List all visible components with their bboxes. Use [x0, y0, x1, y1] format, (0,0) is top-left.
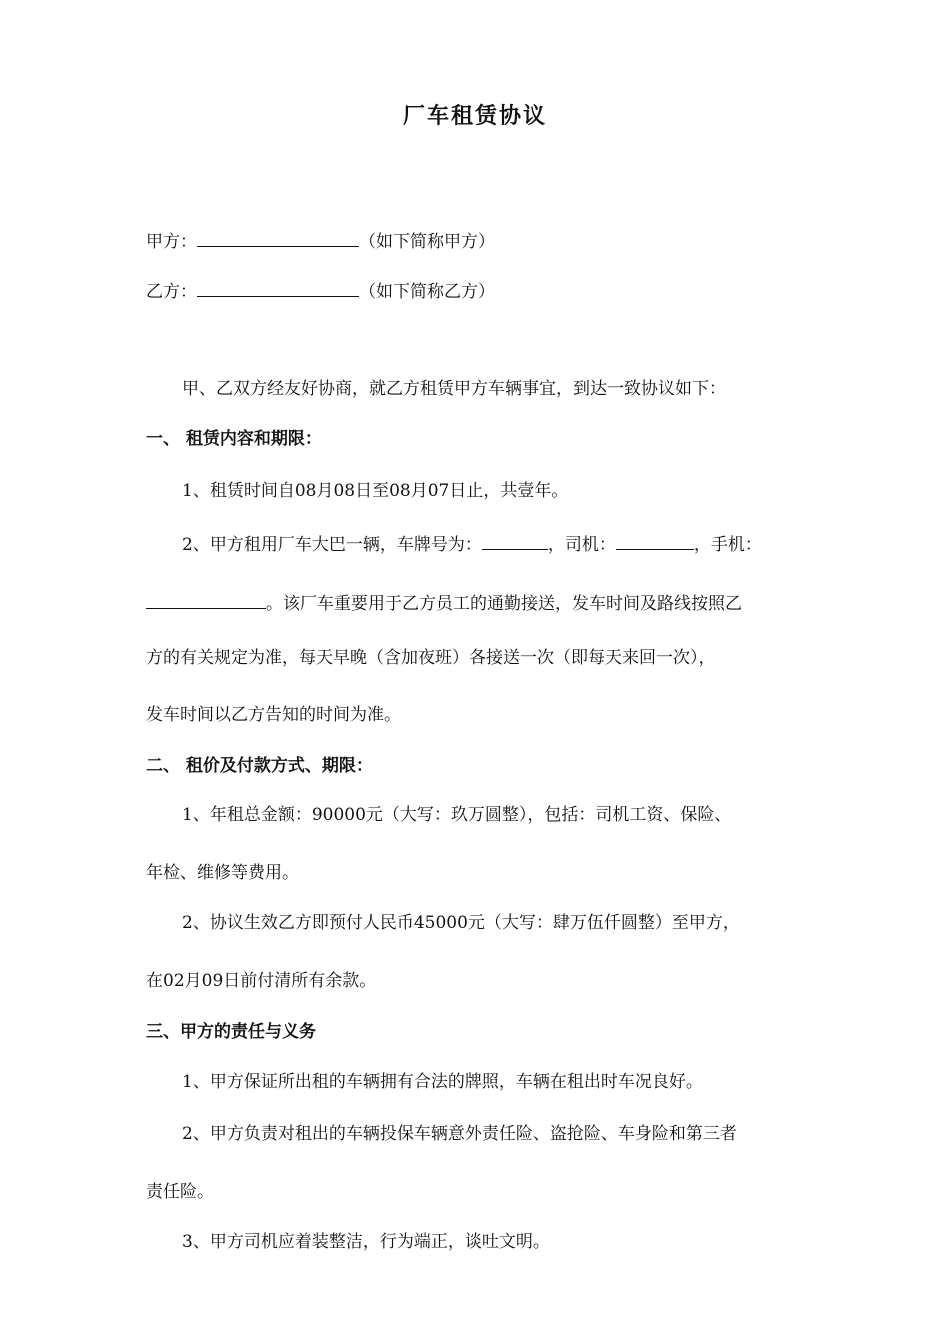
section-2-item-1-line-1: 1、年租总金额：90000元（大写：玖万圆整），包括：司机工资、保险、 — [182, 805, 732, 825]
plate-label: 2、甲方租用厂车大巴一辆，车牌号为： — [182, 535, 482, 555]
party-b-line — [146, 276, 495, 304]
section-3-item-3: 3、甲方司机应着装整洁，行为端正，谈吐文明。 — [182, 1232, 550, 1252]
section-1-item-2-line-1 — [182, 529, 762, 557]
section-2-item-1-line-2: 年检、维修等费用。 — [146, 863, 299, 883]
section-3-item-2-line-2: 责任险。 — [146, 1182, 214, 1202]
party-b-note: （如下简称乙方） — [359, 282, 495, 302]
intro-paragraph: 甲、乙双方经友好协商，就乙方租赁甲方车辆事宜，到达一致协议如下： — [182, 379, 726, 399]
driver-label: ，司机： — [547, 535, 616, 555]
party-b-label: 乙方： — [146, 282, 197, 302]
section-1-item-2-text-2: 。该厂车重要用于乙方员工的通勤接送，发车时间及路线按照乙 — [266, 594, 742, 614]
party-a-label: 甲方： — [146, 232, 197, 252]
party-a-note: （如下简称甲方） — [359, 232, 495, 252]
party-a-line — [146, 226, 495, 254]
section-1-item-2-line-4: 发车时间以乙方告知的时间为准。 — [146, 705, 401, 725]
section-1-item-2-line-3: 方的有关规定为准，每天早晚（含加夜班）各接送一次（即每天来回一次）， — [146, 648, 716, 668]
section-1-item-1: 1、租赁时间自08月08日至08月07日止，共壹年。 — [182, 481, 569, 501]
section-2-item-2-line-1: 2、协议生效乙方即预付人民币45000元（大写：肆万伍仟圆整）至甲方， — [182, 913, 740, 933]
section-2-heading: 二、 租价及付款方式、期限： — [146, 756, 373, 776]
driver-blank — [616, 529, 694, 550]
section-2-item-2-line-2: 在02月09日前付清所有余款。 — [146, 971, 377, 991]
document-title: 厂车租赁协议 — [402, 103, 547, 129]
section-1-heading: 一、 租赁内容和期限： — [146, 429, 322, 449]
section-1-item-2-line-2 — [146, 588, 742, 616]
plate-blank — [482, 529, 548, 550]
section-3-item-1: 1、甲方保证所出租的车辆拥有合法的牌照，车辆在租出时车况良好。 — [182, 1072, 703, 1092]
phone-blank — [146, 588, 266, 609]
section-3-item-2-line-1: 2、甲方负责对租出的车辆投保车辆意外责任险、盗抢险、车身险和第三者 — [182, 1124, 737, 1144]
section-3-heading: 三、甲方的责任与义务 — [146, 1022, 316, 1042]
phone-label: ，手机： — [693, 535, 762, 555]
party-b-blank — [197, 276, 359, 297]
party-a-blank — [197, 226, 359, 247]
